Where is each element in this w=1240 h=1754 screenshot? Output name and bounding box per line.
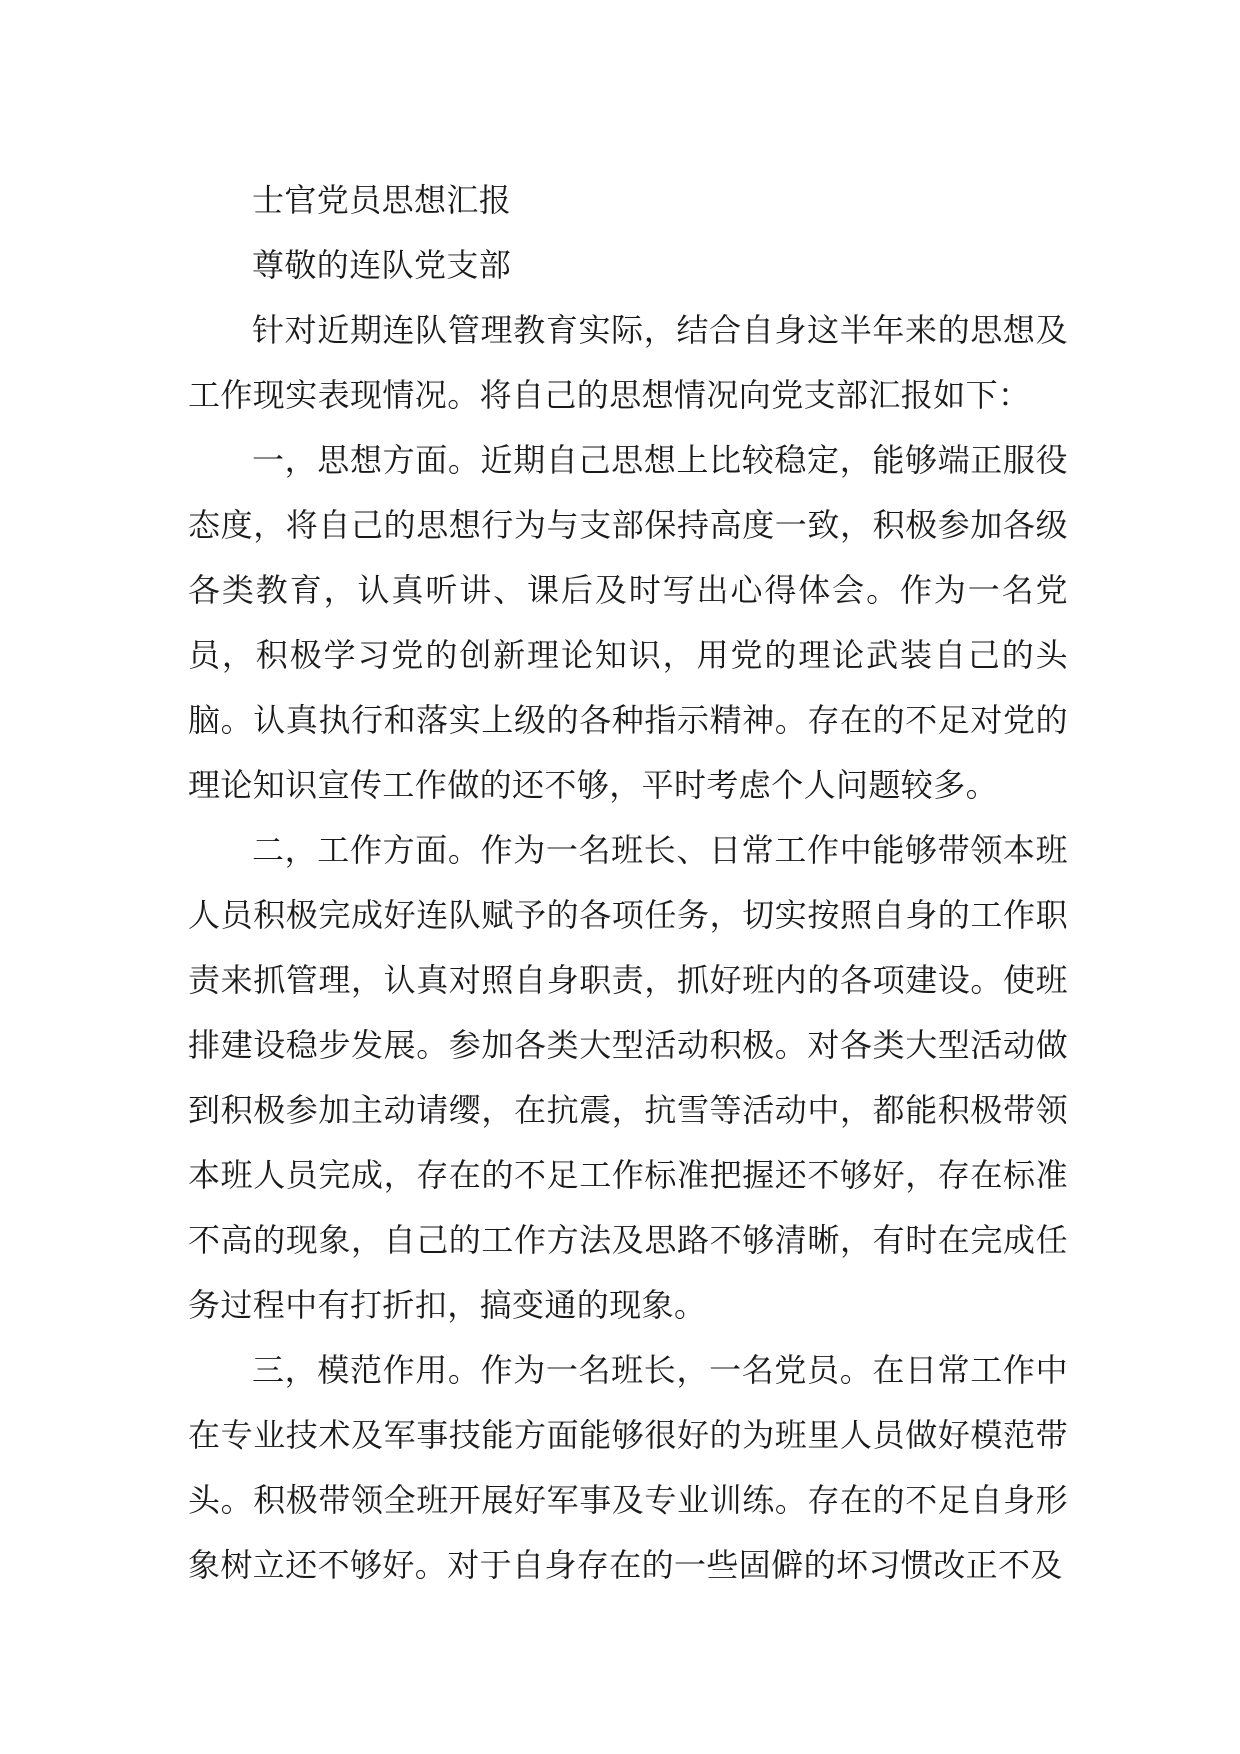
document-body [188,168,1068,1598]
paragraph-exemplary-role: 三，模范作用。作为一名班长，一名党员。在日常工作中在专业技术及军事技能方面能够很好的为班里人员做好模范带头。积极带领全班开展好军事及专业训练。存在的不足自身形象树立还不够好。对于自身存在的一些固僻的坏习惯改正不及 [188,1351,1068,1584]
paragraph-work: 二，工作方面。作为一名班长、日常工作中能够带领本班人员积极完成好连队赋予的各项任务，切实按照自身的工作职责来抓管理，认真对照自身职责，抓好班内的各项建设。使班排建设稳步发展。参加各类大型活动积极。对各类大型活动做到积极参加主动请缨，在抗震，抗雪等活动中，都能积极带领本班人员完成，存在的不足工作标准把握还不够好，存在标准不高的现象，自己的工作方法及思路不够清晰，有时在完成任务过程中有打折扣，搞变通的现象。 [188,831,1068,1324]
document-title: 士官党员思想汇报 [252,181,512,219]
intro-paragraph: 针对近期连队管理教育实际，结合自身这半年来的思想及工作现实表现情况。将自己的思想情况向党支部汇报如下： [188,311,1068,414]
paragraph-thought: 一，思想方面。近期自己思想上比较稳定，能够端正服役态度，将自己的思想行为与支部保持高度一致，积极参加各级各类教育，认真听讲、课后及时写出心得体会。作为一名党员，积极学习党的创新理论知识，用党的理论武装自己的头脑。认真执行和落实上级的各种指示精神。存在的不足对党的理论知识宣传工作做的还不够，平时考虑个人问题较多。 [188,441,1068,804]
salutation: 尊敬的连队党支部 [252,246,512,284]
